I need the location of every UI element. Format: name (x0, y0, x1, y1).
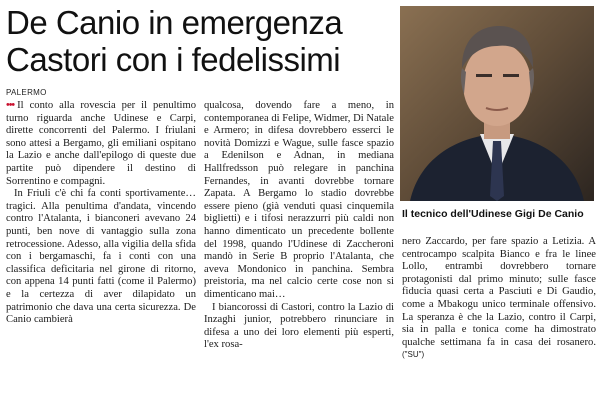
paragraph-text: nero Zaccardo, per fare spazio a Letizia. A centrocampo scalpita Bianco e fra le linee Lollo, entrambi dovrebbero tornare protagonisti dal primo minuto; sulle fasce fiducia quasi certa a Pasciuti e Di Gaudio, come a Mbakogu unico terminale offensivo. La speranza è che la Lazio, contro il Carpi, sia in palla e tonica come ha dimostrato qualche settimana fa in casa dei rosanero. (402, 236, 596, 348)
paragraph (6, 100, 196, 188)
paragraph-text: Il conto alla rovescia per il penultimo turno riguarda anche Udinese e Carpi, dirette concorrenti del Palermo. I friulani sono attesi a Bergamo, gli emiliani ospitano la Lazio e anche dall'epilogo di queste due partite può dipendere il destino di Sorrentino e compagni. (6, 100, 196, 187)
coach-portrait-icon (400, 6, 594, 201)
lead-marker: ••• (6, 100, 15, 111)
paragraph: I biancorossi di Castori, contro la Lazio di Inzaghi junior, potrebbero rinunciare in difesa a uno dei loro elementi più esperti, l'ex rosa- (204, 301, 394, 351)
photo-caption: Il tecnico dell'Udinese Gigi De Canio (402, 208, 584, 220)
article-column-2 (204, 100, 394, 352)
paragraph: In Friuli c'è chi fa conti sportivamente… tragici. Alla penultima d'andata, vincendo contro l'Atalanta, i bianconeri avevano 24 punti, ben nove di vantaggio sulla zona retrocessione. Adesso, alla vigilia della sfida con i bergamaschi, fa i conti con una classifica deficitaria nel girone di ritorno, con appena 14 punti fatti (come il Palermo) e la certezza di aver dilapidato un patrimonio che dava una certa sicurezza. De Canio cambierà (6, 188, 196, 326)
paragraph: qualcosa, dovendo fare a meno, in contemporanea di Felipe, Widmer, Di Natale e Armero; in difesa dovrebbero esserci le novità Domizzi e Wague, sulle fasce spazio a Edenilson e Adnan, in mediana Hallfredsson può relegare in panchina Fernandes, in avanti dovrebbe tornare Zapata. A Bergamo lo stadio dovrebbe essere pieno (già venduti quasi cinquemila biglietti) e i tifosi nerazzurri più caldi non hanno dimenticato un precedente bollente del 1998, quando l'Udinese di Zaccheroni mandò in Serie B proprio l'Atalanta, che aveva Mondonico in panchina. Sembra preistoria, ma nel calcio certe cose non si dimenticano mai… (204, 100, 394, 300)
author-signature: ("SU") (402, 350, 425, 360)
article-column-1 (6, 100, 196, 327)
dateline: PALERMO (6, 88, 47, 97)
article-column-3 (402, 236, 596, 362)
headline (6, 4, 398, 78)
paragraph (402, 236, 596, 362)
headline-line-1: De Canio in emergenza (6, 4, 343, 41)
headline-line-2: Castori con i fedelissimi (6, 41, 341, 78)
